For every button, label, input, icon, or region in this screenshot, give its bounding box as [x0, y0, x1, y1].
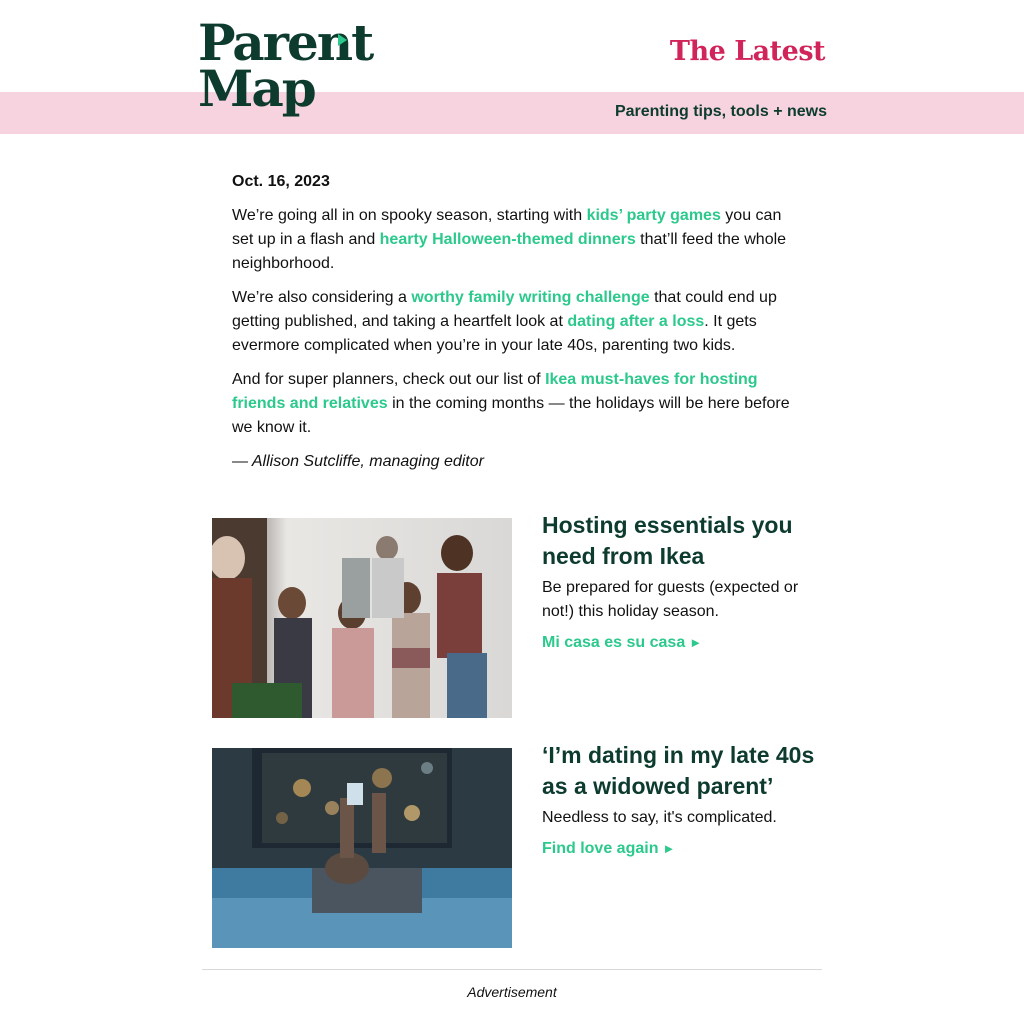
story-cta-link[interactable] — [542, 840, 675, 858]
text: We’re going all in on spooky season, starting with — [232, 207, 587, 224]
play-arrow-icon: ► — [662, 841, 676, 856]
story-text — [542, 740, 832, 858]
header-band — [0, 92, 1024, 134]
editor-intro — [232, 170, 792, 484]
intro-paragraph-2 — [232, 286, 792, 358]
divider — [202, 969, 822, 970]
text: that’ll feed the whole neighborhood. — [232, 231, 787, 272]
text: We’re also considering a — [232, 289, 412, 306]
link-writing-challenge[interactable]: worthy family writing challenge — [411, 289, 650, 306]
cta-label: Find love again — [542, 840, 659, 857]
story-card-ikea — [212, 512, 832, 718]
newsletter-header — [0, 0, 1024, 134]
editor-signature: — Allison Sutcliffe, managing editor — [232, 453, 484, 470]
intro-paragraph-3 — [232, 368, 792, 440]
issue-date: Oct. 16, 2023 — [232, 173, 330, 190]
section-title: The Latest — [669, 36, 825, 67]
logo-word-map: Map — [198, 59, 315, 118]
parentmap-logo[interactable] — [198, 13, 373, 122]
intro-paragraph-1 — [232, 204, 792, 276]
story-image-family-hug[interactable] — [212, 518, 512, 718]
text: you can set up in a flash and — [232, 207, 782, 248]
story-text — [542, 510, 832, 652]
story-cta-link[interactable] — [542, 634, 702, 652]
link-ikea-must-haves[interactable]: Ikea must-haves for hosting friends and relatives — [232, 371, 758, 412]
cta-label: Mi casa es su casa — [542, 634, 686, 651]
link-halloween-dinners[interactable]: hearty Halloween-themed dinners — [379, 231, 636, 248]
tagline: Parenting tips, tools + news — [614, 103, 827, 120]
logo-play-icon — [338, 34, 347, 46]
play-arrow-icon: ► — [689, 635, 703, 650]
story-headline[interactable]: Hosting essentials you need from Ikea — [542, 512, 793, 569]
text: in the coming months — the holidays will be here before we know it. — [232, 395, 790, 436]
text: that could end up getting published, and taking a heartfelt look at — [232, 289, 777, 330]
text: And for super planners, check out our list of — [232, 371, 546, 388]
logo-word-parent: Parent — [198, 13, 373, 72]
story-dek: Needless to say, it's complicated. — [542, 809, 777, 826]
advertisement-label: Advertisement — [467, 984, 557, 1000]
link-dating-after-loss[interactable]: dating after a loss — [567, 313, 705, 330]
story-headline[interactable]: ‘I’m dating in my late 40s as a widowed parent’ — [542, 742, 815, 799]
story-image-man-on-bed[interactable] — [212, 748, 512, 948]
story-dek: Be prepared for guests (expected or not!) this holiday season. — [542, 579, 799, 620]
link-kids-party-games[interactable]: kids’ party games — [586, 207, 721, 224]
text: . It gets evermore complicated when you’re in your late 40s, parenting two kids. — [232, 313, 757, 354]
story-card-dating — [212, 742, 832, 948]
